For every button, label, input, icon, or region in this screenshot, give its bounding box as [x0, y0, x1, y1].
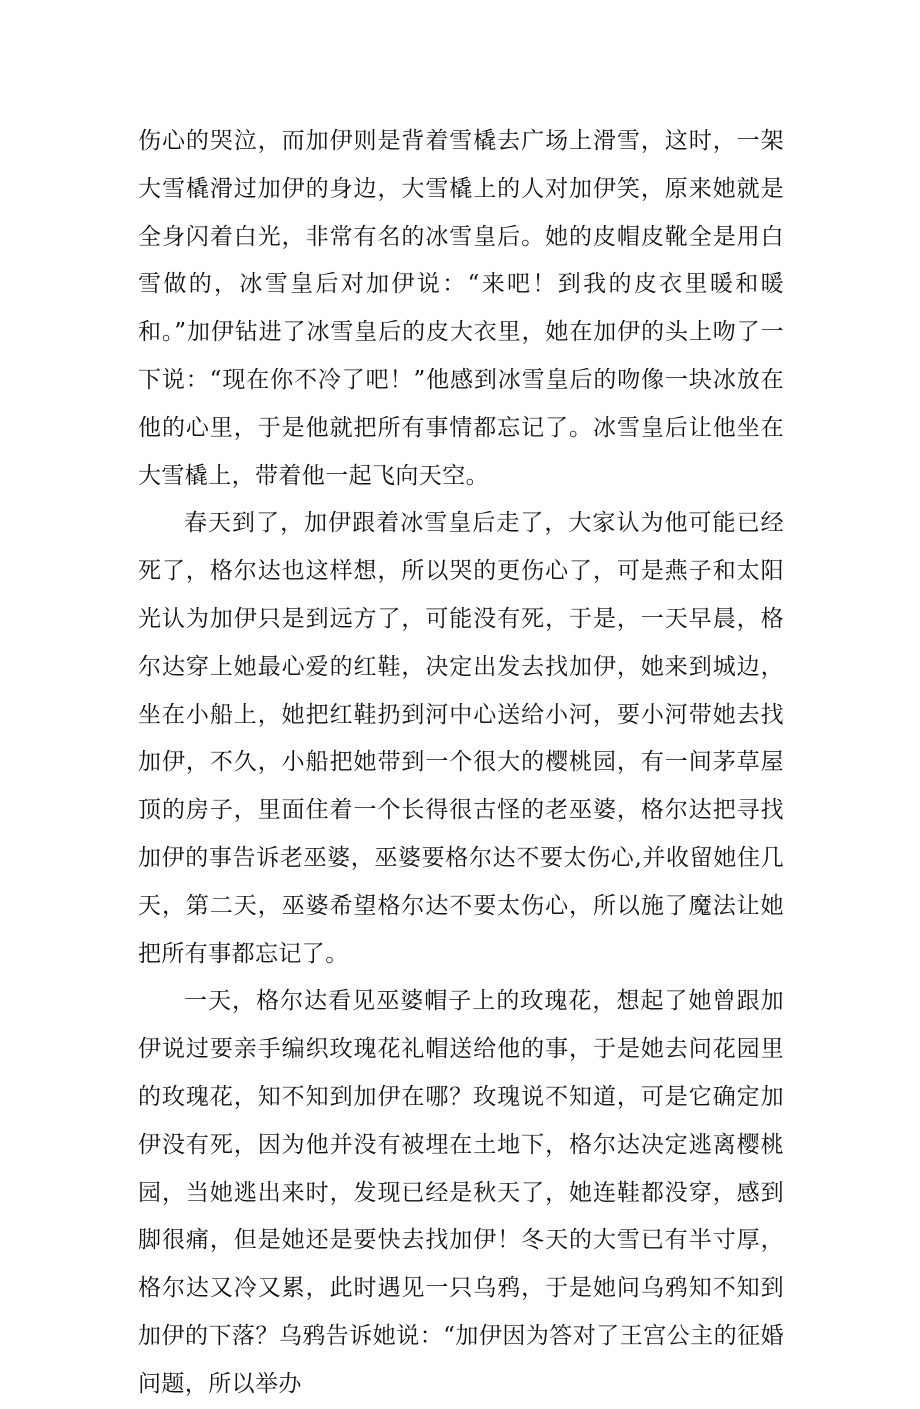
body-text — [138, 118, 784, 1409]
paragraph-1: 伤心的哭泣，而加伊则是背着雪橇去广场上滑雪，这时，一架大雪橇滑过加伊的身边，大雪橇上的人对加伊笑，原来她就是全身闪着白光，非常有名的冰雪皇后。她的皮帽皮靴全是用白雪做的，冰雪皇后对加伊说：“来吧！到我的皮衣里暖和暖和。”加伊钻进了冰雪皇后的皮大衣里，她在加伊的头上吻了一下说：“现在你不冷了吧！”他感到冰雪皇后的吻像一块冰放在他的心里，于是他就把所有事情都忘记了。冰雪皇后让他坐在大雪橇上，带着他一起飞向天空。 — [138, 128, 784, 489]
paragraph-3: 一天，格尔达看见巫婆帽子上的玫瑰花，想起了她曾跟加伊说过要亲手编织玫瑰花礼帽送给他的事，于是她去问花园里的玫瑰花，知不知到加伊在哪？玫瑰说不知道，可是它确定加伊没有死，因为他并没有被埋在土地下，格尔达决定逃离樱桃园，当她逃出来时，发现已经是秋天了，她连鞋都没穿，感到脚很痛，但是她还是要快去找加伊！冬天的大雪已有半寸厚，格尔达又冷又累，此时遇见一只乌鸦，于是她问乌鸦知不知到加伊的下落？乌鸦告诉她说：“加伊因为答对了王宫公主的征婚问题，所以举办 — [138, 988, 784, 1397]
paragraph-2: 春天到了，加伊跟着冰雪皇后走了，大家认为他可能已经死了，格尔达也这样想，所以哭的更伤心了，可是燕子和太阳光认为加伊只是到远方了，可能没有死，于是，一天早晨，格尔达穿上她最心爱的红鞋，决定出发去找加伊，她来到城边，坐在小船上，她把红鞋扔到河中心送给小河，要小河带她去找加伊，不久，小船把她带到一个很大的樱桃园，有一间茅草屋顶的房子，里面住着一个长得很古怪的老巫婆，格尔达把寻找加伊的事告诉老巫婆，巫婆要格尔达不要太伤心,并收留她住几天，第二天，巫婆希望格尔达不要太伤心，所以施了魔法让她把所有事都忘记了。 — [138, 510, 784, 967]
